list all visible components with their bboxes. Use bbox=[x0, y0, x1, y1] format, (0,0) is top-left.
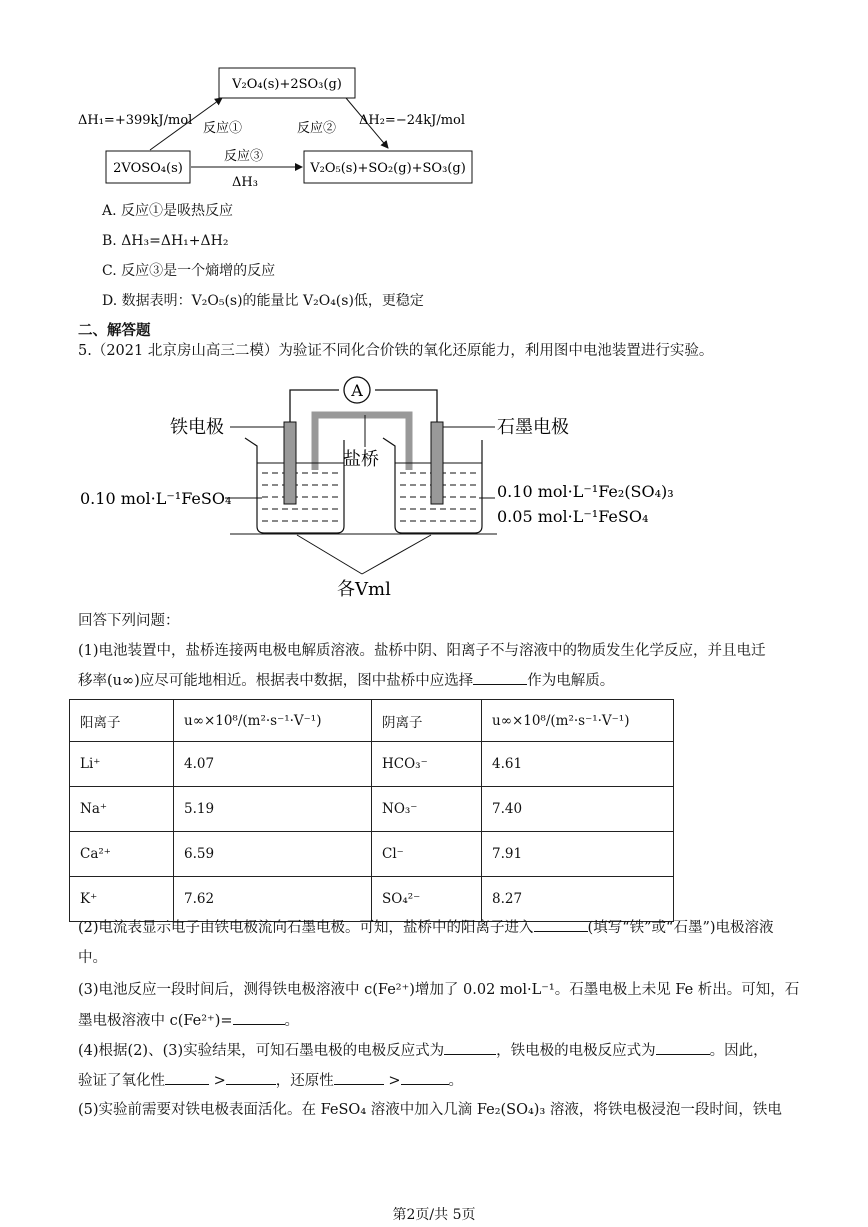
reaction-diagram bbox=[70, 60, 490, 195]
left-solution-label: 0.10 mol·L⁻¹FeSO₄ bbox=[80, 489, 232, 508]
table-cell: 4.61 bbox=[482, 742, 674, 787]
table-cell: Cl⁻ bbox=[372, 832, 482, 877]
q4-blank-6[interactable] bbox=[401, 1071, 449, 1085]
q2-line1 bbox=[78, 918, 774, 938]
q2-pre: (2)电流表显示电子由铁电极流向石墨电极。可知，盐桥中的阳离子进入 bbox=[78, 920, 534, 936]
dh2-label: ΔH₂=−24kJ/mol bbox=[359, 113, 466, 128]
q3-line2-pre: 墨电极溶液中 c(Fe²⁺)= bbox=[78, 1013, 233, 1029]
q4-blank-5[interactable] bbox=[334, 1071, 384, 1085]
reaction3-label: 反应③ bbox=[224, 149, 264, 164]
table-header: 阳离子 bbox=[70, 700, 174, 742]
q4-gt-2: > bbox=[388, 1073, 401, 1089]
reaction2-label: 反应② bbox=[297, 121, 337, 136]
q4-blank-2[interactable] bbox=[656, 1041, 710, 1055]
table-cell: 7.40 bbox=[482, 787, 674, 832]
ammeter-label: A bbox=[351, 381, 363, 400]
reaction1-label: 反应① bbox=[203, 121, 243, 136]
graphite-electrode bbox=[431, 422, 443, 504]
table-header: 阴离子 bbox=[372, 700, 482, 742]
option-b: B. ΔH₃=ΔH₁+ΔH₂ bbox=[102, 233, 229, 249]
q4-line2 bbox=[78, 1071, 463, 1091]
right-solution-label-2: 0.05 mol·L⁻¹FeSO₄ bbox=[497, 507, 649, 526]
table-row bbox=[70, 877, 674, 922]
q2-blank[interactable] bbox=[534, 918, 588, 932]
table-cell: Na⁺ bbox=[70, 787, 174, 832]
table-row bbox=[70, 787, 674, 832]
iron-electrode bbox=[284, 422, 296, 504]
answer-prompt: 回答下列问题： bbox=[78, 613, 180, 629]
table-row bbox=[70, 832, 674, 877]
left-box-label: 2VOSO₄(s) bbox=[113, 161, 183, 176]
right-box-label: V₂O₅(s)+SO₂(g)+SO₃(g) bbox=[310, 161, 466, 176]
page-footer: 第2页/共 5页 bbox=[392, 1207, 476, 1223]
table-header: u∞×10⁸/(m²·s⁻¹·V⁻¹) bbox=[482, 700, 674, 742]
q2-line2: 中。 bbox=[78, 950, 107, 966]
table-cell: Ca²⁺ bbox=[70, 832, 174, 877]
q2-post: (填写“铁”或“石墨”)电极溶液 bbox=[587, 920, 774, 936]
option-d: D. 数据表明：V₂O₅(s)的能量比 V₂O₄(s)低，更稳定 bbox=[102, 293, 424, 309]
q4-e: ，还原性 bbox=[275, 1073, 334, 1089]
table-cell: 5.19 bbox=[174, 787, 372, 832]
q1-line2-pre: 移率(u∞)应尽可能地相近。根据表中数据，图中盐桥中应选择 bbox=[78, 673, 474, 689]
q4-b: ，铁电极的电极反应式为 bbox=[496, 1043, 656, 1059]
table-cell: NO₃⁻ bbox=[372, 787, 482, 832]
q4-blank-4[interactable] bbox=[226, 1071, 276, 1085]
table-cell: HCO₃⁻ bbox=[372, 742, 482, 787]
table-cell: K⁺ bbox=[70, 877, 174, 922]
table-row bbox=[70, 742, 674, 787]
option-a: A. 反应①是吸热反应 bbox=[102, 203, 234, 219]
table-cell: 4.07 bbox=[174, 742, 372, 787]
dh3-label: ΔH₃ bbox=[232, 175, 258, 190]
q5-line1: (5)实验前需要对铁电极表面活化。在 FeSO₄ 溶液中加入几滴 Fe₂(SO₄)₃ 溶液，将铁电极浸泡一段时间，铁电 bbox=[78, 1102, 782, 1118]
table-cell: 6.59 bbox=[174, 832, 372, 877]
q4-blank-1[interactable] bbox=[444, 1041, 496, 1055]
q1-line2 bbox=[78, 671, 614, 691]
table-cell: SO₄²⁻ bbox=[372, 877, 482, 922]
q4-d: 验证了氧化性 bbox=[78, 1073, 165, 1089]
table-cell: Li⁺ bbox=[70, 742, 174, 787]
section-title: 二、解答题 bbox=[78, 322, 151, 339]
q4-c: 。因此， bbox=[709, 1043, 768, 1059]
graphite-electrode-label: 石墨电极 bbox=[497, 417, 569, 438]
ion-mobility-table bbox=[69, 699, 674, 922]
q4-a: (4)根据(2)、(3)实验结果，可知石墨电极的电极反应式为 bbox=[78, 1043, 445, 1059]
salt-bridge-label: 盐桥 bbox=[343, 449, 379, 470]
right-solution-label-1: 0.10 mol·L⁻¹Fe₂(SO₄)₃ bbox=[497, 482, 674, 501]
top-box-label: V₂O₄(s)+2SO₃(g) bbox=[232, 77, 342, 92]
q4-end: 。 bbox=[448, 1073, 464, 1089]
volume-label: 各Vml bbox=[337, 579, 391, 600]
table-cell: 7.62 bbox=[174, 877, 372, 922]
dh1-label: ΔH₁=+399kJ/mol bbox=[78, 113, 193, 128]
q4-line1 bbox=[78, 1041, 768, 1061]
q3-line2-post: 。 bbox=[284, 1013, 300, 1029]
q3-line1: (3)电池反应一段时间后，测得铁电极溶液中 c(Fe²⁺)增加了 0.02 mol·L⁻¹。石墨电极上未见 Fe 析出。可知，石 bbox=[78, 982, 800, 998]
q1-line1: (1)电池装置中，盐桥连接两电极电解质溶液。盐桥中阴、阳离子不与溶液中的物质发生化学反应，并且电迁 bbox=[78, 643, 766, 659]
table-header: u∞×10⁸/(m²·s⁻¹·V⁻¹) bbox=[174, 700, 372, 742]
q1-line2-post: 作为电解质。 bbox=[527, 673, 615, 689]
question-intro: 5.（2021 北京房山高三二模）为验证不同化合价铁的氧化还原能力，利用图中电池装置进行实验。 bbox=[78, 343, 714, 359]
option-c: C. 反应③是一个熵增的反应 bbox=[102, 263, 276, 279]
table-header-row bbox=[70, 700, 674, 742]
q1-blank[interactable] bbox=[473, 671, 527, 685]
iron-electrode-label: 铁电极 bbox=[170, 417, 224, 438]
q3-blank[interactable] bbox=[233, 1011, 285, 1025]
q3-line2 bbox=[78, 1011, 299, 1031]
galvanic-cell-diagram bbox=[75, 370, 695, 605]
table-cell: 8.27 bbox=[482, 877, 674, 922]
table-cell: 7.91 bbox=[482, 832, 674, 877]
q4-blank-3[interactable] bbox=[165, 1071, 209, 1085]
q4-gt-1: > bbox=[213, 1073, 226, 1089]
